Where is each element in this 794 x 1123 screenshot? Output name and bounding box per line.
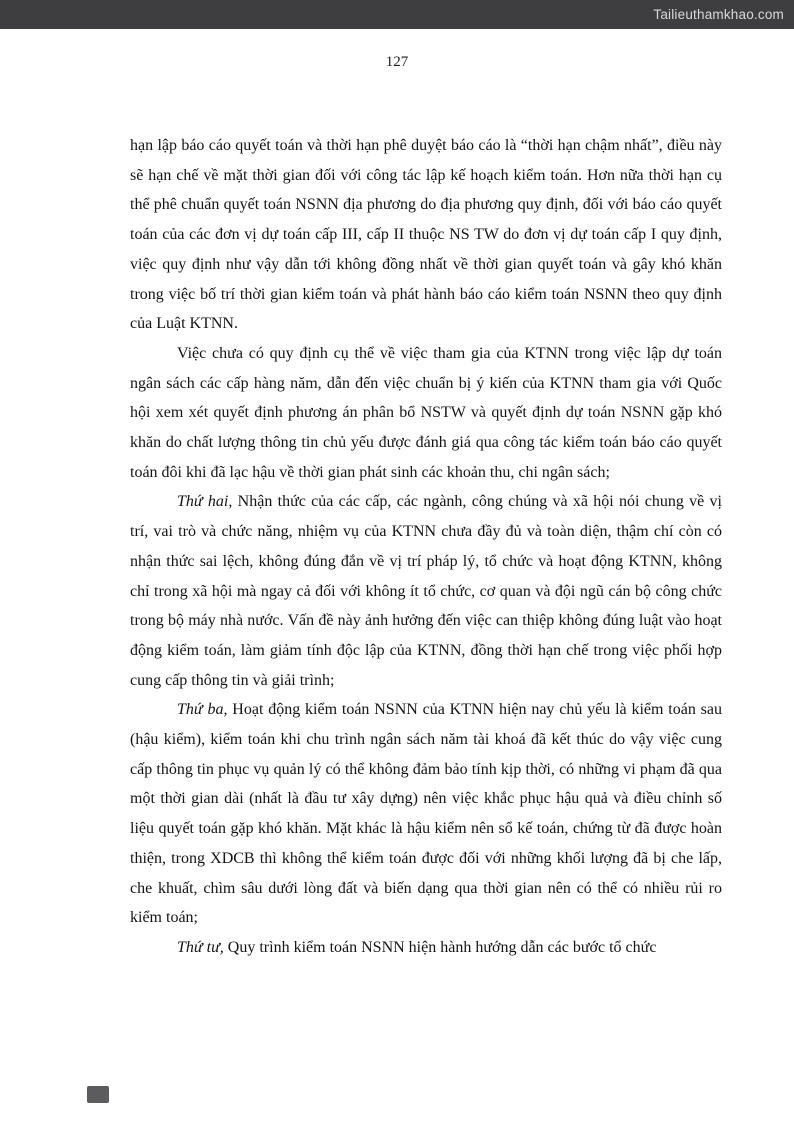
paragraph-text: Nhận thức của các cấp, các ngành, công chúng và xã hội nói chung về vị trí, vai trò và chức năng, nhiệm vụ của KTNN chưa đầy đủ và toàn diện, thậm chí còn có nhận thức sai lệch, không đúng đắn về vị trí pháp lý, tổ chức và hoạt động KTNN, không chỉ trong xã hội mà ngay cả đối với không ít tổ chức, cơ quan và đội ngũ cán bộ công chức trong bộ máy nhà nước. Vấn đề này ảnh hưởng đến việc can thiệp không đúng luật vào hoạt động kiểm toán, làm giảm tính độc lập của KTNN, đồng thời hạn chế trong việc phối hợp cung cấp thông tin và giải trình; xyxy=(130,493,723,689)
paragraph xyxy=(130,487,722,695)
paragraph-text: hạn lập báo cáo quyết toán và thời hạn phê duyệt báo cáo là “thời hạn chậm nhất”, điều này sẽ hạn chế về mặt thời gian đối với công tác lập kế hoạch kiểm toán. Hơn nữa thời hạn cụ thể phê chuẩn quyết toán NSNN địa phương do địa phương quy định, đối với báo cáo quyết toán của các đơn vị dự toán cấp III, cấp II thuộc NS TW do đơn vị dự toán cấp I quy định, việc quy định như vậy dẫn tới không đồng nhất về thời gian quyết toán và gây khó khăn trong việc bố trí thời gian kiểm toán và phát hành báo cáo kiểm toán NSNN theo quy định của Luật KTNN. xyxy=(130,137,722,333)
watermark-text: Tailieuthamkhao.com xyxy=(653,7,784,22)
paragraph-text: Việc chưa có quy định cụ thể về việc tham gia của KTNN trong việc lập dự toán ngân sách các cấp hàng năm, dẫn đến việc chuẩn bị ý kiến của KTNN tham gia với Quốc hội xem xét quyết định phương án phân bổ NSTW và quyết định dự toán NSNN gặp khó khăn do chất lượng thông tin chủ yếu được đánh giá qua công tác kiểm toán báo cáo quyết toán đôi khi đã lạc hậu về thời gian phát sinh các khoản thu, chi ngân sách; xyxy=(130,344,722,481)
paragraph xyxy=(130,695,722,933)
paragraph xyxy=(130,933,722,963)
paragraph-lead: Thứ hai, xyxy=(177,493,233,511)
page-body xyxy=(130,131,722,963)
scan-artifact xyxy=(87,1086,109,1103)
paragraph xyxy=(130,131,722,339)
page-number: 127 xyxy=(385,54,409,70)
paragraph-text: Hoạt động kiểm toán NSNN của KTNN hiện nay chủ yếu là kiểm toán sau (hậu kiểm), kiểm toán khi chu trình ngân sách năm tài khoá đã kết thúc do vậy việc cung cấp thông tin phục vụ quản lý có thể không đảm bảo tính kịp thời, có những vi phạm đã qua một thời gian dài (nhất là đầu tư xây dựng) nên việc khắc phục hậu quả và điều chỉnh số liệu quyết toán gặp khó khăn. Mặt khác là hậu kiểm nên sổ kế toán, chứng từ đã được hoàn thiện, trong XDCB thì không thể kiểm toán được đối với những khối lượng đã bị che lấp, che khuất, chìm sâu dưới lòng đất và biến dạng qua thời gian nên có thể có nhiều rủi ro kiểm toán; xyxy=(130,701,723,927)
paragraph xyxy=(130,339,722,488)
paragraph-text: Quy trình kiểm toán NSNN hiện hành hướng dẫn các bước tổ chức xyxy=(223,938,657,956)
paragraph-lead: Thứ tư, xyxy=(177,938,224,956)
watermark-bar xyxy=(0,0,794,29)
paragraph-lead: Thứ ba, xyxy=(177,701,228,719)
